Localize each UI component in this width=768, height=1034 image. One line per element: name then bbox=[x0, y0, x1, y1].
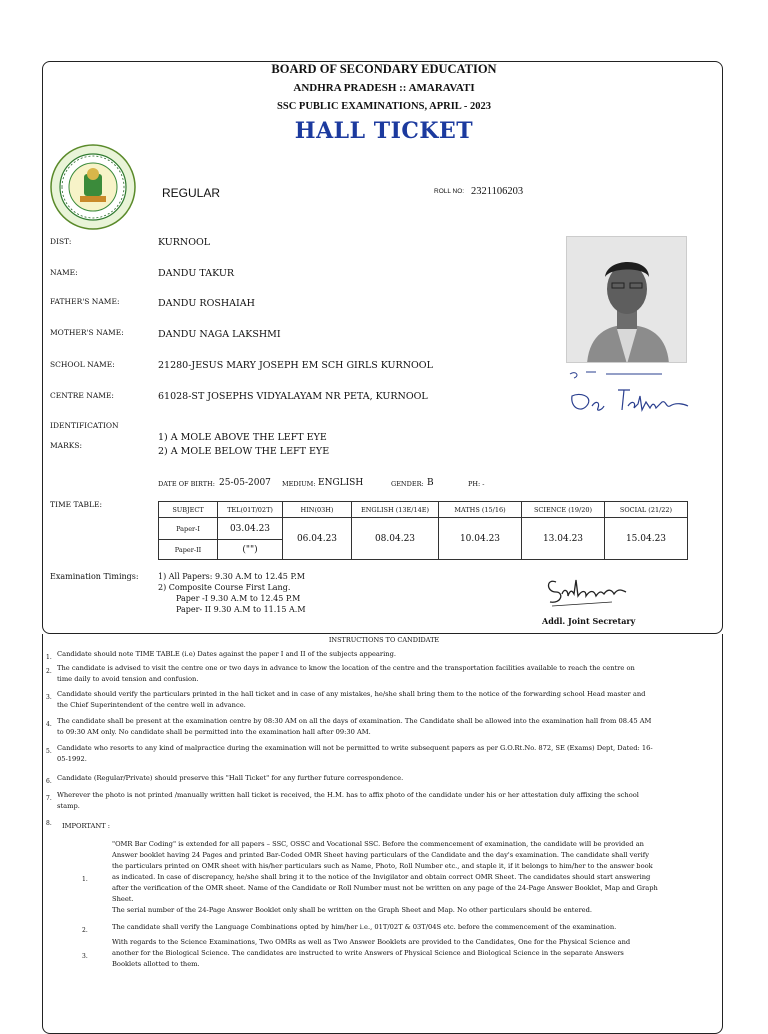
dob-label: DATE OF BIRTH: bbox=[158, 480, 215, 488]
instruction-4-number: 4. bbox=[46, 721, 52, 728]
instructions-title: INSTRUCTIONS TO CANDIDATE bbox=[328, 636, 440, 644]
identification-marks-label: MARKS: bbox=[50, 441, 83, 450]
instruction-2: The candidate is advised to visit the centre one or two days in advance to know the location of the centre and the transportation facilities available to reach the centre on time daily to avoid tension and confusion. bbox=[57, 664, 635, 683]
tt-header-science: SCIENCE (19/20) bbox=[522, 502, 605, 518]
centre-name-label: CENTRE NAME: bbox=[50, 391, 114, 400]
tt-header-hin: HIN(03H) bbox=[283, 502, 352, 518]
tt-english-date: 08.04.23 bbox=[352, 518, 439, 560]
exam-timings-label: Examination Timings: bbox=[50, 572, 139, 581]
instruction-6-number: 6. bbox=[46, 778, 52, 785]
important-1: "OMR Bar Coding" is extended for all papers – SSC, OSSC and Vocational SSC. Before the commencement of examination, the candidate will be provided an Answer booklet having 24 Pages and printed Bar-Coded OMR Sheet having particulars of the Candidate and the day's examination. The candidate shall verify the particulars printed on OMR sheet with his/her particulars such as Name, Photo, Roll Number etc., and staple it, if it belongs to him/her to the answer book as indicated. In case of discrepancy, he/she shall bring it to the notice of the Invigilator and obtain correct OMR Sheet. The candidates should start answering after the verification of the OMR sheet. Name of the Candidate or Roll Number must not be written on any page of the 24-Page Answer Booklet, Map and Graph Sheet. The serial number of the 24-Page Answer Booklet only shall be written on the Graph Sheet and Map. No other particulars should be entered. bbox=[112, 840, 658, 914]
mother-name-value: DANDU NAGA LAKSHMI bbox=[158, 329, 281, 340]
hall-ticket-title: HALL TICKET bbox=[294, 118, 474, 144]
state-title: ANDHRA PRADESH :: AMARAVATI bbox=[293, 82, 475, 94]
tt-paper-1-label: Paper-I bbox=[159, 518, 218, 540]
timing-line-2: 2) Composite Course First Lang. bbox=[158, 583, 291, 592]
school-name-label: SCHOOL NAME: bbox=[50, 360, 115, 369]
tt-paper-2-label: Paper-II bbox=[159, 540, 218, 560]
instruction-6: Candidate (Regular/Private) should preserve this "Hall Ticket" for any further future correspondence. bbox=[57, 774, 404, 782]
important-label: IMPORTANT : bbox=[62, 822, 111, 830]
roll-no-value: 2321106203 bbox=[471, 186, 524, 197]
mother-name-label: MOTHER'S NAME: bbox=[50, 328, 124, 337]
tt-header-subject: SUBJECT bbox=[159, 502, 218, 518]
medium-label: MEDIUM: bbox=[282, 480, 316, 488]
father-name-label: FATHER'S NAME: bbox=[50, 297, 120, 306]
ap-emblem-logo bbox=[50, 144, 136, 230]
dist-value: KURNOOL bbox=[158, 237, 211, 248]
category-label: REGULAR bbox=[162, 186, 221, 200]
secretary-signature bbox=[542, 568, 642, 612]
important-2-number: 2. bbox=[82, 927, 88, 934]
identification-mark-2: 2) A MOLE BELOW THE LEFT EYE bbox=[158, 446, 330, 457]
important-3: With regards to the Science Examinations, Two OMRs as well as Two Answer Booklets are provided to the Candidates, One for the Physical Science and another for the Biological Science. The candidates are instructed to write Answers of Physical Science and Biological Science in the separate Answers Booklets allotted to them. bbox=[112, 938, 631, 968]
important-2: The candidate shall verify the Language Combinations opted by him/her i.e., 01T/02T & 03T/04S etc. before the commencement of the examination. bbox=[112, 923, 617, 931]
tt-tel-paper-2-date: ("") bbox=[218, 540, 283, 560]
tt-header-english: ENGLISH (13E/14E) bbox=[352, 502, 439, 518]
instruction-3-number: 3. bbox=[46, 694, 52, 701]
centre-name-value: 61028-ST JOSEPHS VIDYALAYAM NR PETA, KURNOOL bbox=[158, 391, 428, 402]
candidate-photo bbox=[566, 236, 687, 363]
father-name-value: DANDU ROSHAIAH bbox=[158, 298, 255, 309]
instruction-7: Wherever the photo is not printed /manually written hall ticket is received, the H.M. has to affix photo of the candidate under his or her attestation duly affixing the school stamp. bbox=[57, 791, 639, 810]
medium-value: ENGLISH bbox=[318, 478, 364, 488]
instruction-1-number: 1. bbox=[46, 654, 52, 661]
roll-no-label: ROLL NO: bbox=[434, 188, 465, 195]
time-table-label: TIME TABLE: bbox=[50, 500, 103, 509]
timing-line-4: Paper- II 9.30 A.M to 11.15 A.M bbox=[176, 605, 306, 614]
ph-label: PH: - bbox=[468, 480, 485, 488]
candidate-signature bbox=[566, 366, 696, 418]
name-value: DANDU TAKUR bbox=[158, 268, 235, 279]
instruction-5: Candidate who resorts to any kind of malpractice during the examination will not be permitted to write subsequent papers as per G.O.Rt.No. 872, SE (Exams) Dept, Dated: 16- 05-1992. bbox=[57, 744, 653, 763]
school-name-value: 21280-JESUS MARY JOSEPH EM SCH GIRLS KURNOOL bbox=[158, 360, 433, 371]
timing-line-3: Paper -I 9.30 A.M to 12.45 P.M bbox=[176, 594, 301, 603]
name-label: NAME: bbox=[50, 268, 78, 277]
tt-tel-paper-1-date: 03.04.23 bbox=[218, 518, 283, 540]
board-title: BOARD OF SECONDARY EDUCATION bbox=[271, 62, 497, 76]
tt-header-social: SOCIAL (21/22) bbox=[605, 502, 688, 518]
identification-label: IDENTIFICATION bbox=[50, 421, 119, 430]
gender-label: GENDER: bbox=[391, 480, 424, 488]
exam-title: SSC PUBLIC EXAMINATIONS, APRIL - 2023 bbox=[277, 101, 491, 112]
tt-social-date: 15.04.23 bbox=[605, 518, 688, 560]
time-table bbox=[158, 501, 688, 560]
instruction-8-number: 8. bbox=[46, 820, 52, 827]
tt-science-date: 13.04.23 bbox=[522, 518, 605, 560]
gender-value: B bbox=[427, 478, 434, 488]
identification-mark-1: 1) A MOLE ABOVE THE LEFT EYE bbox=[158, 432, 327, 443]
timing-line-1: 1) All Papers: 9.30 A.M to 12.45 P.M bbox=[158, 572, 305, 581]
secretary-title: Addl. Joint Secretary bbox=[542, 616, 636, 626]
tt-header-maths: MATHS (15/16) bbox=[439, 502, 522, 518]
dob-value: 25-05-2007 bbox=[219, 478, 271, 488]
instruction-4: The candidate shall be present at the examination centre by 08:30 AM on all the days of examination. The Candidate shall be allowed into the examination hall from 08.45 AM to 09:30 AM only. No candidate shall be permitted into the examination hall after 09:30 AM. bbox=[57, 717, 652, 736]
instruction-2-number: 2. bbox=[46, 668, 52, 675]
important-1-number: 1. bbox=[82, 876, 88, 883]
tt-maths-date: 10.04.23 bbox=[439, 518, 522, 560]
important-3-number: 3. bbox=[82, 953, 88, 960]
instruction-7-number: 7. bbox=[46, 795, 52, 802]
instruction-3: Candidate should verify the particulars printed in the hall ticket and in case of any mistakes, he/she shall bring them to the notice of the forwarding school Head master and the Chief Superintendent of the centre well in advance. bbox=[57, 690, 646, 709]
dist-label: DIST: bbox=[50, 237, 72, 246]
instruction-1: Candidate should note TIME TABLE (i.e) Dates against the paper I and II of the subjects appearing. bbox=[57, 650, 396, 658]
instruction-5-number: 5. bbox=[46, 748, 52, 755]
tt-header-tel: TEL(01T/02T) bbox=[218, 502, 283, 518]
tt-hin-date: 06.04.23 bbox=[283, 518, 352, 560]
